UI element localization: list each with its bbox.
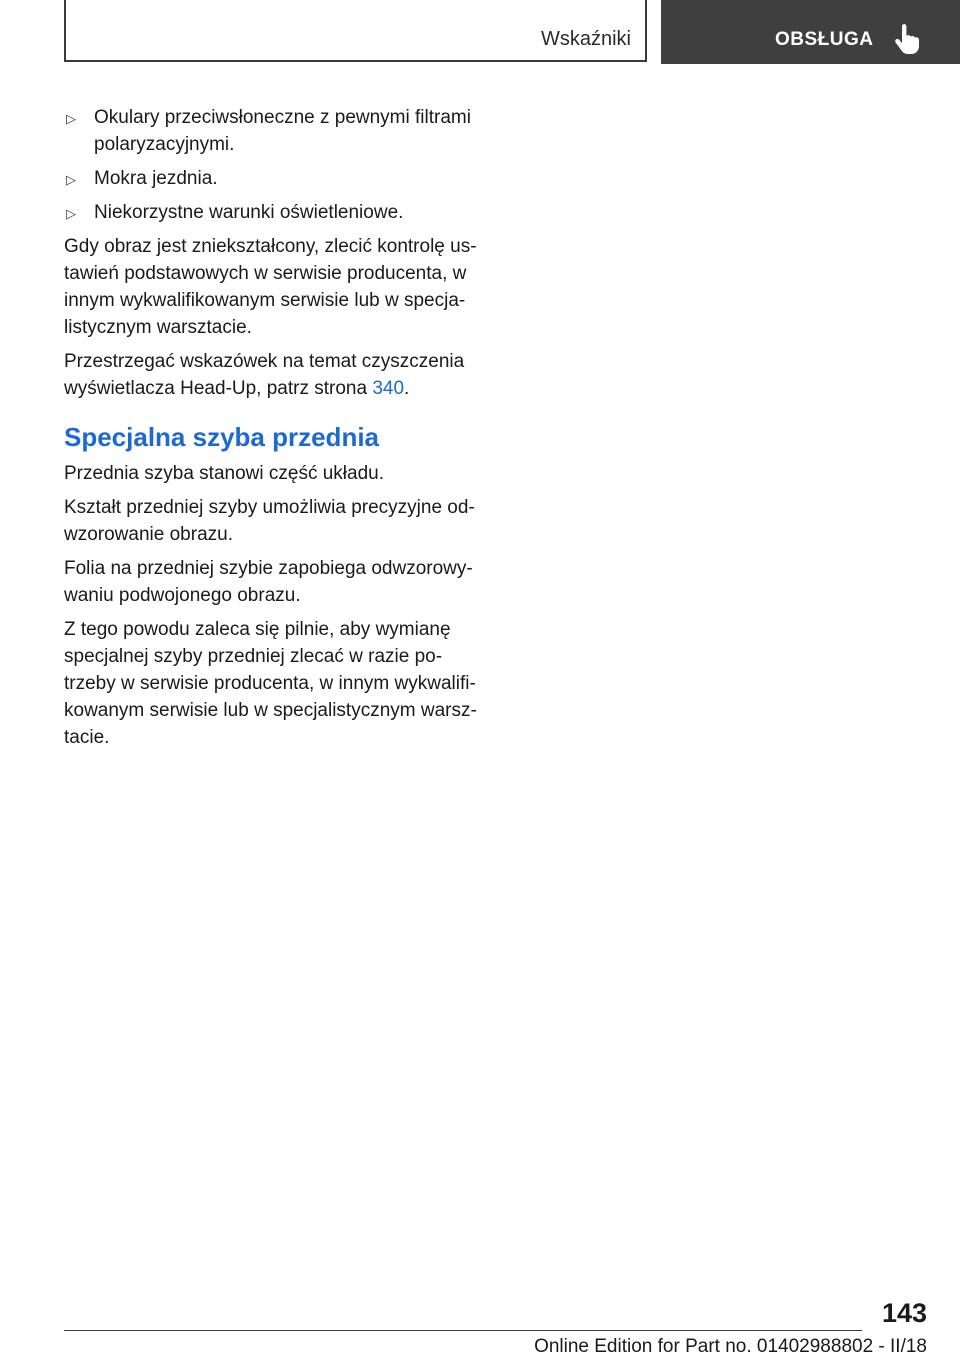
list-item-text: Niekorzystne warunki oświetleniowe. <box>94 202 404 223</box>
section-paragraph: Z tego powodu zaleca się pilnie, aby wymianę specjalnej szyby przedniej zlecać w razie potrzeby w serwisie producenta, w innym wykwalifikowanym serwisie lub w specjalistycznym warsztacie. <box>64 619 477 748</box>
list-item <box>64 104 482 158</box>
list-item <box>64 165 482 192</box>
section-paragraph: Przednia szyba stanowi część układu. <box>64 463 384 484</box>
page-content <box>64 104 482 758</box>
header-section-tab[interactable] <box>661 0 960 64</box>
list-item-text: Mokra jezdnia. <box>94 168 218 189</box>
header-breadcrumb-box <box>64 0 647 62</box>
list-item <box>64 199 482 226</box>
section-paragraph: Folia na przedniej szybie zapobiega odwzorowywaniu podwojonego obrazu. <box>64 558 473 606</box>
section-paragraph: Kształt przedniej szyby umożliwia precyzyjne odwzorowanie obrazu. <box>64 497 475 545</box>
breadcrumb[interactable]: Wskaźniki <box>540 28 631 50</box>
edition-note: Online Edition for Part no. 01402988802 - II/18 <box>534 1336 927 1357</box>
footer-divider <box>64 1330 862 1331</box>
care-note-end: . <box>404 378 410 399</box>
list-item-text: Okulary przeciwsłoneczne z pewnymi filtrami polaryzacyjnymi. <box>94 107 471 155</box>
section-title: OBSŁUGA <box>775 29 874 50</box>
care-note-text: Przestrzegać wskazówek na temat czyszczenia wyświetlacza Head-Up, patrz strona <box>64 351 465 399</box>
triangle-bullet-icon: ▷ <box>66 111 76 126</box>
section-heading: Specjalna szyba przednia <box>64 422 380 452</box>
care-note-paragraph <box>64 348 482 402</box>
page-number: 143 <box>881 1298 927 1328</box>
page-reference-link[interactable]: 340 <box>372 378 405 399</box>
pointing-hand-icon <box>895 24 921 54</box>
triangle-bullet-icon: ▷ <box>66 206 76 221</box>
triangle-bullet-icon: ▷ <box>66 172 76 187</box>
distortion-paragraph: Gdy obraz jest zniekształcony, zlecić kontrolę ustawień podstawowych w serwisie producenta, w innym wykwalifikowanym serwisie lub w specjalistycznym warsztacie. <box>64 236 477 338</box>
